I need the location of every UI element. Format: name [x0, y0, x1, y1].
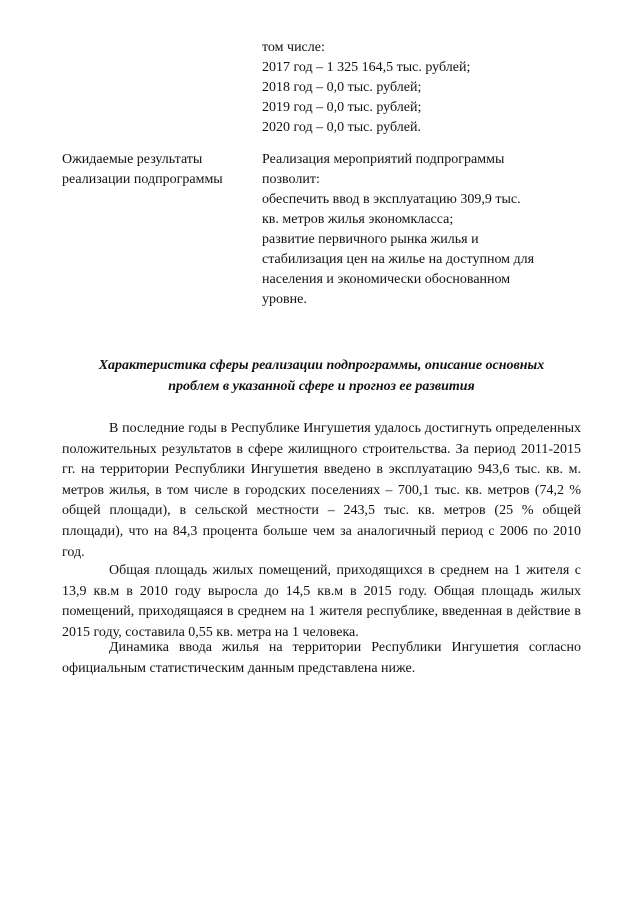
expected-results-line: кв. метров жилья экономкласса;: [262, 212, 454, 227]
section-heading: Характеристика сферы реализации подпрограммы, описание основных: [98, 358, 545, 373]
funding-line: 2019 год – 0,0 тыс. рублей;: [262, 100, 422, 115]
funding-line: том числе:: [262, 40, 325, 55]
section-heading: проблем в указанной сфере и прогноз ее развития: [168, 379, 475, 394]
body-paragraph: Общая площадь жилых помещений, приходящихся в среднем на 1 жителя с 13,9 кв.м в 2010 году выросла до 14,5 кв.м в 2015 году. Общая площадь жилых помещений, приходящаяся в среднем на 1 жителя республике, введенная в действие в 2015 году, составила 0,55 кв. метра на 1 человека.: [62, 563, 581, 640]
body-paragraph: Динамика ввода жилья на территории Республики Ингушетия согласно официальным статистическим данным представлена ниже.: [62, 640, 581, 676]
expected-results-line: позволит:: [262, 172, 320, 187]
expected-results-label: Ожидаемые результаты: [62, 152, 203, 167]
expected-results-line: обеспечить ввод в эксплуатацию 309,9 тыс.: [262, 192, 521, 207]
expected-results-label: реализации подпрограммы: [62, 172, 223, 187]
body-paragraph: В последние годы в Республике Ингушетия удалось достигнуть определенных положительных результатов в сфере жилищного строительства. За период 2011-2015 гг. на территории Республики Ингушетия введено в эксплуатацию 943,6 тыс. кв. м. метров жилья, в том числе в городских поселениях – 700,1 тыс. кв. метров (74,2 % общей площади), в сельской местности – 243,5 тыс. кв. метров (25 % общей площади), что на 84,3 процента больше чем за аналогичный период с 2006 по 2010 год.: [62, 421, 581, 560]
expected-results-line: Реализация мероприятий подпрограммы: [262, 152, 505, 167]
expected-results-line: стабилизация цен на жилье на доступном для: [262, 252, 535, 267]
expected-results-line: населения и экономически обоснованном: [262, 272, 511, 287]
funding-line: 2018 год – 0,0 тыс. рублей;: [262, 80, 422, 95]
expected-results-line: уровне.: [262, 292, 307, 307]
funding-line: 2020 год – 0,0 тыс. рублей.: [262, 120, 421, 135]
funding-line: 2017 год – 1 325 164,5 тыс. рублей;: [262, 60, 471, 75]
expected-results-line: развитие первичного рынка жилья и: [262, 232, 479, 247]
